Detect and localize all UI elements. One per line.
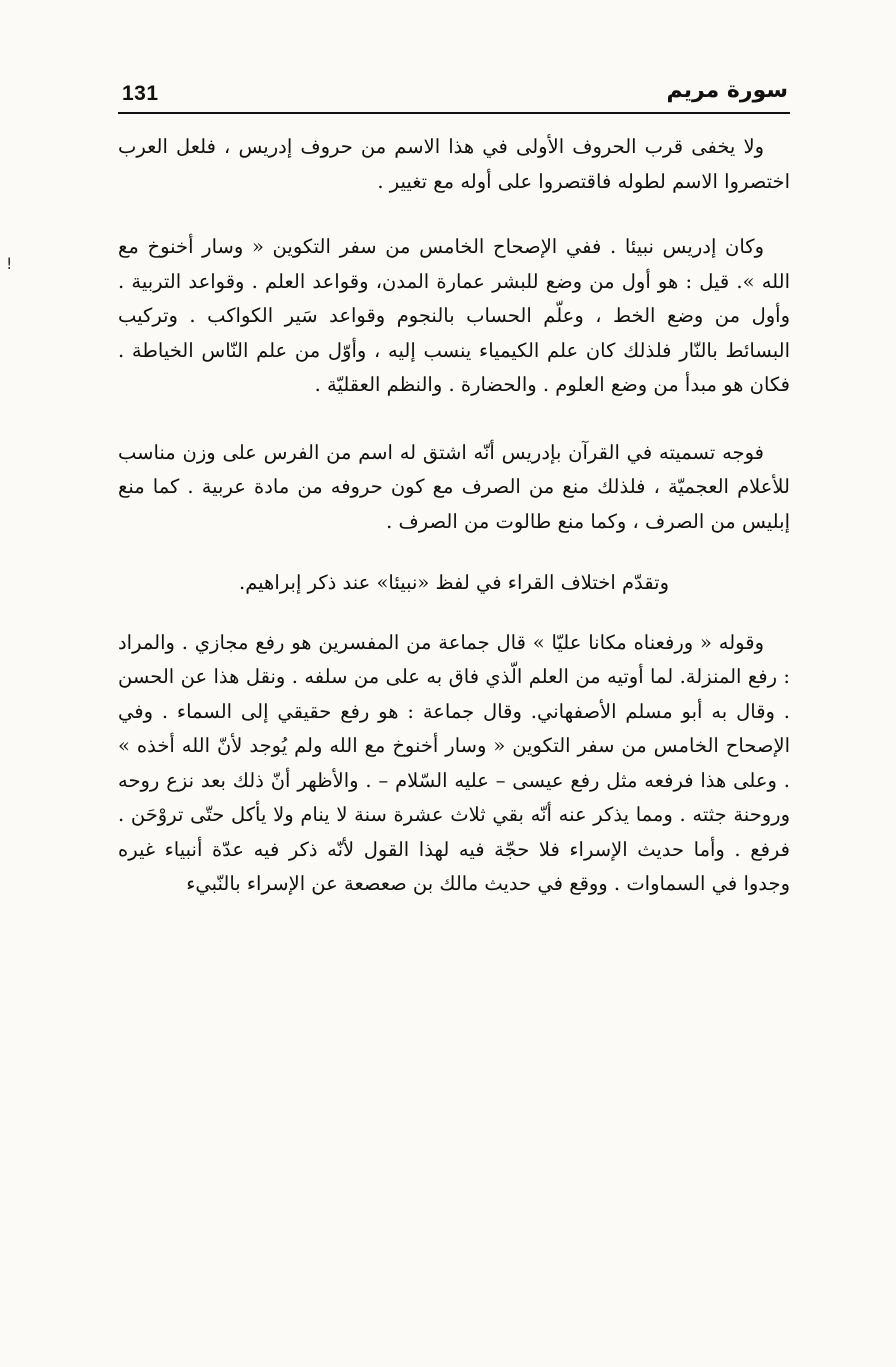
page-number: 131 bbox=[122, 82, 159, 105]
margin-mark: ! bbox=[6, 254, 13, 273]
paragraph-idris-name: ولا يخفى قرب الحروف الأولى في هذا الاسم من حروف إدريس ، فلعل العرب اختصروا الاسم لطوله فاقتصروا على أوله مع تغيير . bbox=[118, 135, 790, 193]
paragraph-readers-note: وتقدّم اختلاف القراء في لفظ «نبيئا» عند ذكر إبراهيم. bbox=[239, 571, 669, 594]
paragraph-name-etymology: فوجه تسميته في القرآن بإدريس أنّه اشتق له اسم من الفرس على وزن مناسب للأعلام العجميّة ، فلذلك منع من الصرف مع كون حروفه من مادة عربية . كما منع إبليس من الصرف ، وكما منع طالوت من الصرف . bbox=[118, 440, 790, 533]
book-page bbox=[118, 78, 790, 1318]
paragraph-raised-place: وقوله « ورفعناه مكانا عليّا » قال جماعة من المفسرين هو رفع مجازي . والمراد : رفع المنزلة. لما أوتيه من العلم الّذي فاق به على من سلفه . ونقل هذا عن الحسن . وقال به أبو مسلم الأصفهاني. وقال جماعة : هو رفع حقيقي إلى السماء . وفي الإصحاح الخامس من سفر التكوين « وسار أخنوخ مع الله ولم يُوجد لأنّ الله أخذه » . وعلى هذا فرفعه مثل رفع عيسى – عليه السّلام – . والأظهر أنّ ذلك بعد نزع روحه وروحنة جثته . ومما يذكر عنه أنّه بقي ثلاث عشرة سنة لا ينام ولا يأكل حتّى تروْحَن . فرفع . وأما حديث الإسراء فلا حجّة فيه لهذا القول لأنّه ذكر فيه عدّة أنبياء غيره وجدوا في السماوات . ووقع في حديث مالك بن صعصعة عن الإسراء بالنّبيء bbox=[118, 630, 790, 895]
surah-title: سورة مريم bbox=[666, 78, 788, 103]
page-body bbox=[118, 130, 790, 902]
page-header bbox=[118, 78, 790, 114]
paragraph-idris-prophet: وكان إدريس نبيئا . ففي الإصحاح الخامس من سفر التكوين « وسار أخنوخ مع الله ». قيل : هو أول من وضع للبشر عمارة المدن، وقواعد العلم . وقواعد التربية . وأول من وضع الخط ، وعلّم الحساب بالنجوم وقواعد سَير الكواكب . وتركيب البسائط بالنّار فلذلك كان علم الكيمياء ينسب إليه ، وأوّل من علم النّاس الخياطة . فكان هو مبدأ من وضع العلوم . والحضارة . والنظم العقليّة . bbox=[118, 235, 790, 396]
